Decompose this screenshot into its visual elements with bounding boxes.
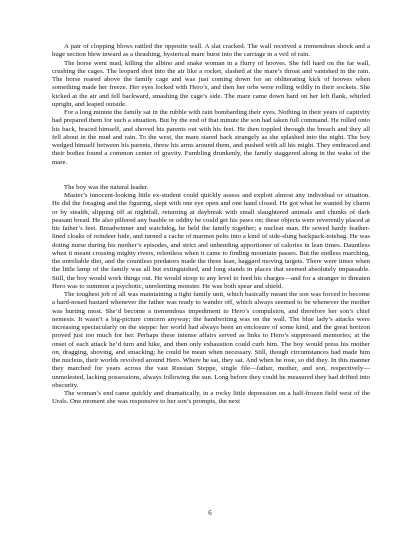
paragraph: A pair of clopping blows rattled the opposite wall. A slat cracked. The wall received a tremendous shock and a huge section blew inward as a thrashing, hysterical mare burst into the carriage in a veil of rain.	[52, 43, 370, 59]
paragraph: For a long minute the family sat in the rubble with rain bombarding their eyes. Nothing in their years of captivity had prepared them for such a situation. But by the end of that minute the son had taken full command. He rolled onto his back, braced himself, and shoved his parents out with his feet. He then toppled through the breach and they all fell about in the mud and rain. To the west, the mare stared back strangely as she splashed into the night. The boy wedged himself between his parents, threw his arms around them, and pushed with all his might. They embraced and their bodies found a common center of gravity. Fumbling drunkenly, the family staggered along in the wake of the mare.	[52, 109, 370, 166]
section-break	[52, 167, 370, 184]
paragraph: The toughest job of all was maintaining a tight family unit, which basically meant the son was forced to become a hard-nosed bastard whenever the father was ready to wander off, which always seemed to be whenever the mother was hurting most. She’d become a tremendous impediment to Hero’s compulsion, and therefore her son’s chief nemesis. It wasn’t a big-picture concern anyway; the handwriting was on the wall. The blue lady’s attacks were increasing spectacularly on the steppe: her world had always been an enclosure of some kind, and the great horizon proved just too much for her. Perhaps these intense affairs served as links to Hero’s suppressed memories; at the onset of each attack he’d turn and hike, and then only exhaustion could curb him. The boy would press his mother on, dragging, shoving, and smacking; he could be mean when necessary. Still, though circumstances had made him the nucleus, their worlds revolved around Hero. Where he sat, they sat. And when he rose, so did they. In this manner they marched for years across the vast Russian Steppe, single file—father, mother, and son, respectively—unmolested, lacking possessions, always following the sun. Long before they could be measured they had drifted into obscurity.	[52, 291, 370, 389]
page-number: 6	[208, 509, 212, 517]
paragraph: The boy was the natural leader.	[64, 183, 149, 191]
page-body	[52, 43, 370, 407]
section-2	[52, 184, 370, 407]
section-1	[52, 43, 370, 167]
paragraph: The woman’s end came quickly and dramatically, in a rocky little depression on a half-frozen field west of the Urals. One moment she was responsive to her son’s prompts, the next	[52, 390, 370, 406]
paragraph: Master’s innocent-looking little ex-student could quickly assess and exploit almost any individual or situation. He did the foraging and the figuring, slept with one eye open and one hand closed. He got what he wanted by charm or by stealth, slipping off at nightfall, returning at daybreak with small slaughtered animals and chunks of dark peasant bread. He also pilfered any bauble or oddity he could get his paws on; these objects were reverently placed at his father’s feet. Breadwinner and watchdog, he held the family together; a nuclear man. He sewed hardy feather-lined cloaks of reindeer hide, and turned a cache of marmot pelts into a kind of side-slung backpack-totebag. He was doting nurse during his mother’s episodes, and strict and unbending apportioner of calories in lean times. Dauntless when it meant crossing mighty rivers, relentless when it came to finding mountain passes. But the endless marching, the unreliable diet, and the countless predators made the three lean, haggard moving targets. There were times when the little lamp of the family was all but extinguished, and long stands in places that seemed absolutely impassable. Still, the boy would work things out. He would stoop to any level to feed his charges—and for a stranger to threaten Hero was to summon a psychotic, unrelenting monster. He was both spear and shield.	[52, 192, 370, 290]
paragraph: The horse went mad, killing the albino and snake woman in a flurry of hooves. She fell hard on the far wall, crushing the cages. The leopard shot into the air like a rocket, slashed at the mare’s throat and vanished in the rain. The horse reared above the family cage and was just coming down for an obliterating kick of hooves when something made her freeze. Her eyes locked with Hero’s, and then her orbs were rolling wildly in their sockets. She kicked at the air and fell backward, smashing the cage’s side. The mare came down hard on her left flank, whirled upright, and leaped outside.	[52, 59, 370, 108]
